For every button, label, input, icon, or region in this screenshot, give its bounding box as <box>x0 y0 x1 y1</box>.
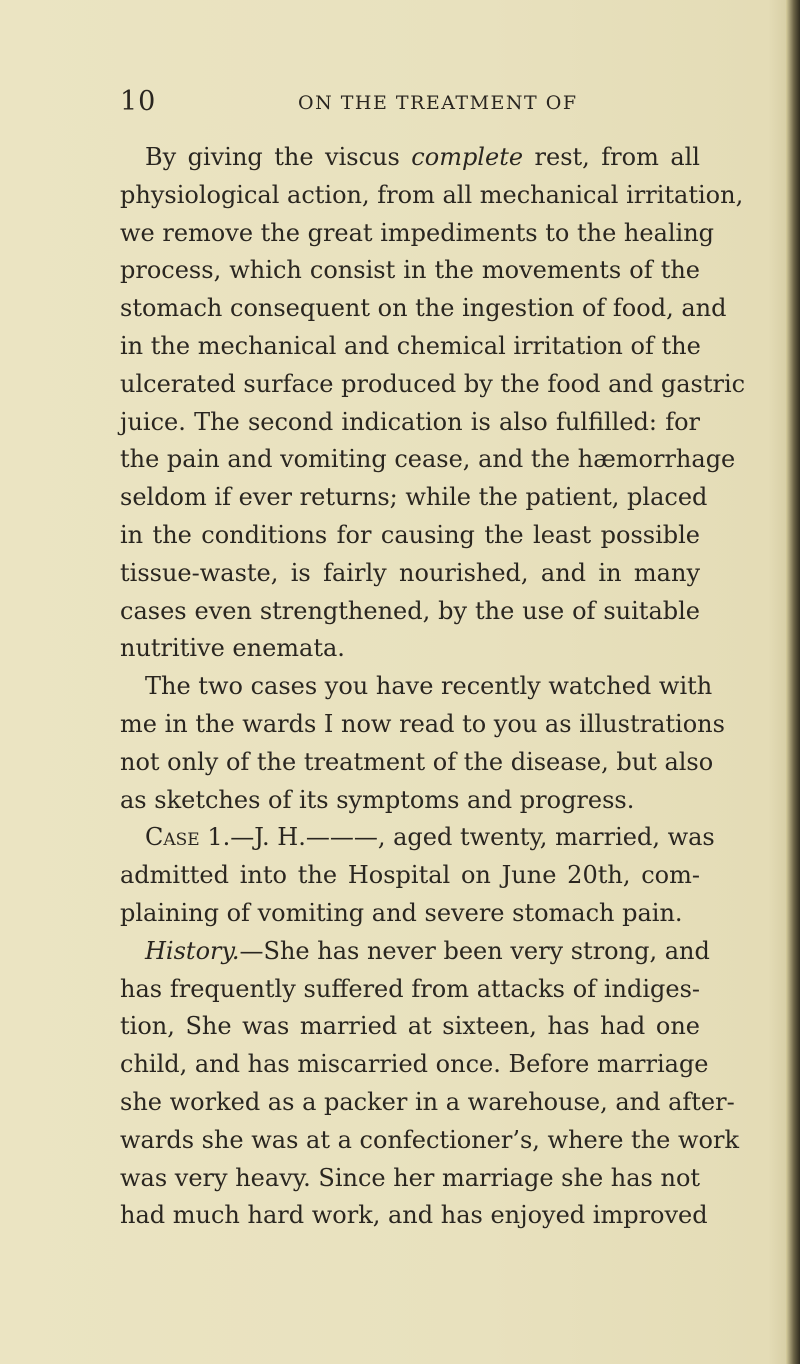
text-line: we remove the great impediments to the healing <box>120 218 715 247</box>
text-line: in the conditions for causing the least possible <box>120 520 700 549</box>
body-text <box>120 139 746 1235</box>
text-line: not only of the treatment of the disease, but also <box>120 747 714 776</box>
text-line: tion, She was married at sixteen, has had one <box>120 1012 700 1041</box>
text-line: admitted into the Hospital on June 20th, com- <box>120 861 700 890</box>
text-line: History.—She has never been very strong, and <box>145 936 710 965</box>
text-line: juice. The second indication is also fulfilled: for <box>120 407 700 436</box>
text-line: seldom if ever returns; while the patient, placed <box>120 483 708 512</box>
text-line: the pain and vomiting cease, and the hæmorrhage <box>120 445 736 474</box>
text-line: process, which consist in the movements of the <box>120 256 700 285</box>
page-number: 10 <box>120 86 157 117</box>
text-line: plaining of vomiting and severe stomach pain. <box>120 898 683 927</box>
text-line: tissue-waste, is fairly nourished, and in many <box>120 558 700 587</box>
page-header <box>120 87 700 121</box>
text-line: has frequently suffered from attacks of indiges- <box>120 974 700 1003</box>
text-line: Case 1.—J. H.———, aged twenty, married, was <box>145 823 715 852</box>
text-line: in the mechanical and chemical irritation of the <box>120 331 701 360</box>
text-line: nutritive enemata. <box>120 634 345 663</box>
text-line: The two cases you have recently watched with <box>145 672 713 701</box>
text-line: By giving the viscus complete rest, from all <box>145 143 700 171</box>
running-head: ON THE TREATMENT OF <box>298 92 578 114</box>
case-label: Case <box>145 823 200 852</box>
history-label: History. <box>145 936 240 965</box>
text-line: wards she was at a confectioner’s, where the work <box>120 1125 739 1154</box>
text-line: cases even strengthened, by the use of suitable <box>120 596 700 625</box>
text-line: stomach consequent on the ingestion of food, and <box>120 294 727 323</box>
text-line: physiological action, from all mechanical irritation, <box>120 180 744 209</box>
text-line: ulcerated surface produced by the food and gastric <box>120 369 746 398</box>
text-line: me in the wards I now read to you as illustrations <box>120 709 725 738</box>
text-line: as sketches of its symptoms and progress. <box>120 785 635 814</box>
page-edge-shadow <box>786 0 800 1364</box>
text-line: was very heavy. Since her marriage she has not <box>120 1163 701 1192</box>
text-line: she worked as a packer in a warehouse, and after- <box>120 1087 735 1116</box>
text-line: had much hard work, and has enjoyed improved <box>120 1201 708 1230</box>
text-line: child, and has miscarried once. Before marriage <box>120 1050 709 1079</box>
